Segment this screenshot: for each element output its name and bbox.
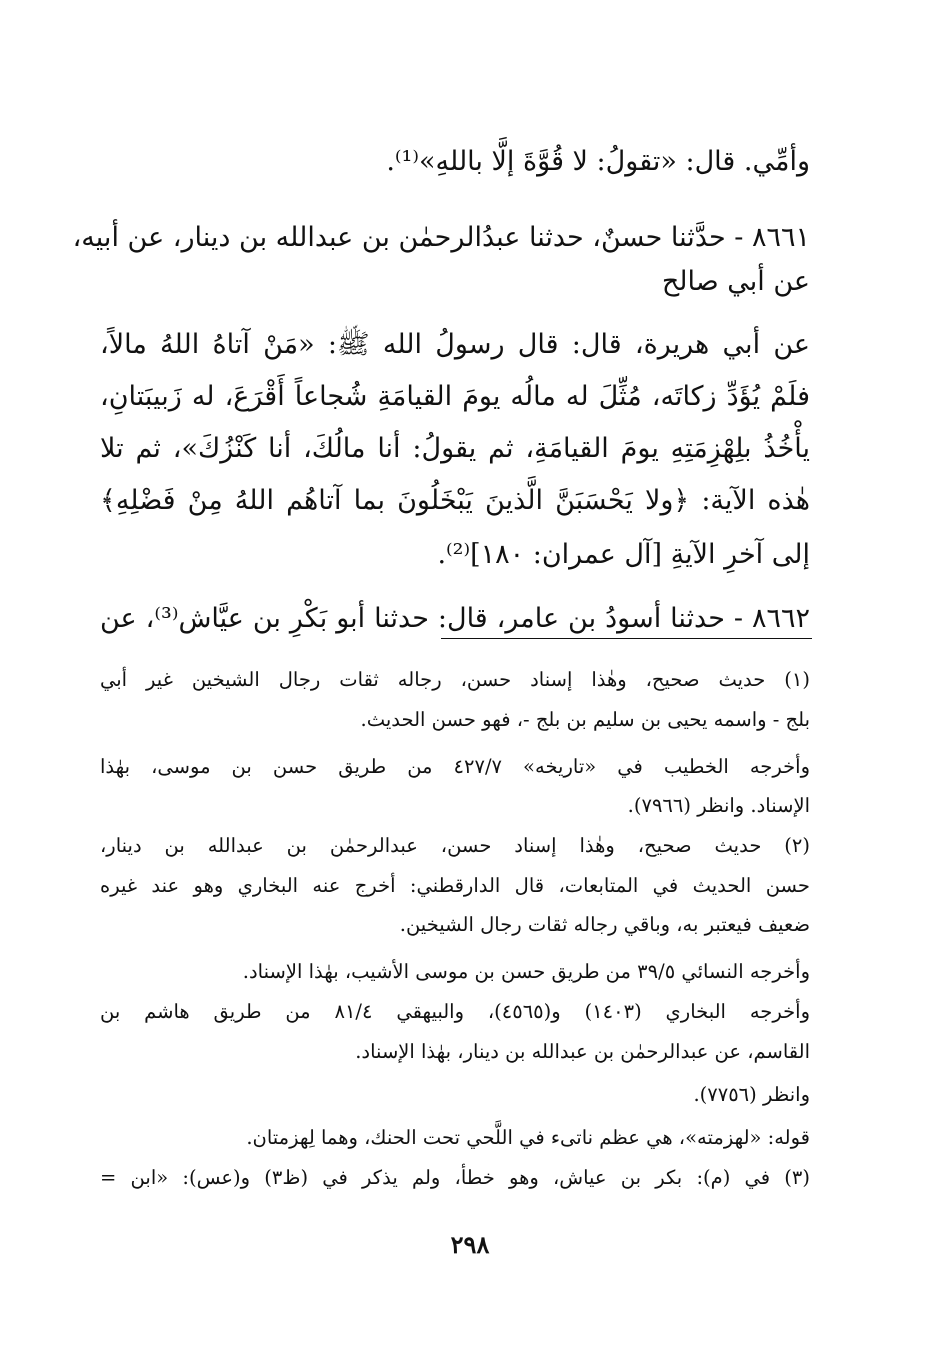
footnote-2-line: حسن الحديث في المتابعات، قال الدارقطني: أخرج عنه البخاري وهو عند غيره <box>100 874 810 897</box>
main-text-line: وأمِّي. قال: «تقولُ: لا قُوَّةَ إلَّا باللهِ»⁽¹⁾. <box>386 146 810 177</box>
main-text-line: فلَمْ يُؤَدِّ زكاتَه، مُثِّلَ له مالُه يومَ القيامَةِ شُجاعاً أَقْرَعَ، له زَبيبَتانِ، <box>100 381 810 412</box>
footnote-1-line: بلج - واسمه يحيى بن سليم بن بلج -، فهو حسن الحديث. <box>360 708 810 731</box>
footnote-1-line: الإسناد. وانظر (٧٩٦٦). <box>627 794 810 817</box>
footnote-2-line: وأخرجه البخاري (١٤٠٣) و(٤٥٦٥)، والبيهقي ٨١/٤ من طريق هاشم بن <box>100 1000 810 1023</box>
main-text-line: يأْخُذُ بلِهْزِمَتِهِ يومَ القيامَةِ، ثم يقولُ: أنا مالُكَ، أنا كَنْزُكَ»، ثم تلا <box>100 433 810 464</box>
footnote-3-line: (٣) في (م): بكر بن عياش، وهو خطأ، ولم يذكر في (ظ٣) و(عس): «ابن = <box>100 1166 811 1189</box>
footnote-1-line: وأخرجه الخطيب في «تاريخه» ٤٢٧/٧ من طريق حسن بن موسى، بهٰذا <box>100 755 810 778</box>
main-text-line: عن أبي صالح <box>661 266 810 297</box>
footnote-2-line: وأخرجه النسائي ٣٩/٥ من طريق حسن بن موسى الأشيب، بهٰذا الإسناد. <box>242 960 810 983</box>
main-text-line: إلى آخرِ الآيةِ [آل عمران: ١٨٠]⁽²⁾. <box>437 539 810 570</box>
footnote-2-line: القاسم، عن عبدالرحمٰن بن عبدالله بن دينار، بهٰذا الإسناد. <box>355 1040 810 1063</box>
footnote-1-line: (١) حديث صحيح، وهٰذا إسناد حسن، رجاله ثقات رجال الشيخين غير أبي <box>100 668 810 691</box>
footnote-2-line: ضعيف فيعتبر به، وباقي رجاله ثقات رجال الشيخين. <box>399 913 810 936</box>
hadith-8661-isnad: ٨٦٦١ - حدَّثنا حسنٌ، حدثنا عبدُالرحمٰن بن عبدالله بن دينار، عن أبيه، <box>72 222 810 253</box>
footnote-2-line: (٢) حديث صحيح، وهٰذا إسناد حسن، عبدالرحمٰن بن عبدالله بن دينار، <box>100 834 810 857</box>
hadith-8661-matn: عن أبي هريرة، قال: قال رسولُ الله ﷺ: «مَنْ آتاهُ اللهُ مالاً، <box>100 329 810 360</box>
footnote-2-line: قوله: «لهزمته»، هي عظم ناتىء في اللَّحي تحت الحنك، وهما لِهزمتان. <box>246 1126 810 1149</box>
quran-verse-line: هٰذه الآية: ﴿ولا يَحْسَبَنَّ الَّذينَ يَبْخَلُونَ بما آتاهُم اللهُ مِنْ فَضْلِهِ﴾ <box>100 485 810 516</box>
hadith-8662-isnad: ٨٦٦٢ - حدثنا أسودُ بن عامر، قال: حدثنا أبو بَكْرِ بن عيَّاش⁽³⁾، عن <box>100 603 810 634</box>
page-number: ٢٩٨ <box>450 1230 490 1259</box>
footnote-2-line: وانظر (٧٧٥٦). <box>693 1083 810 1106</box>
footnote-separator <box>441 638 812 639</box>
